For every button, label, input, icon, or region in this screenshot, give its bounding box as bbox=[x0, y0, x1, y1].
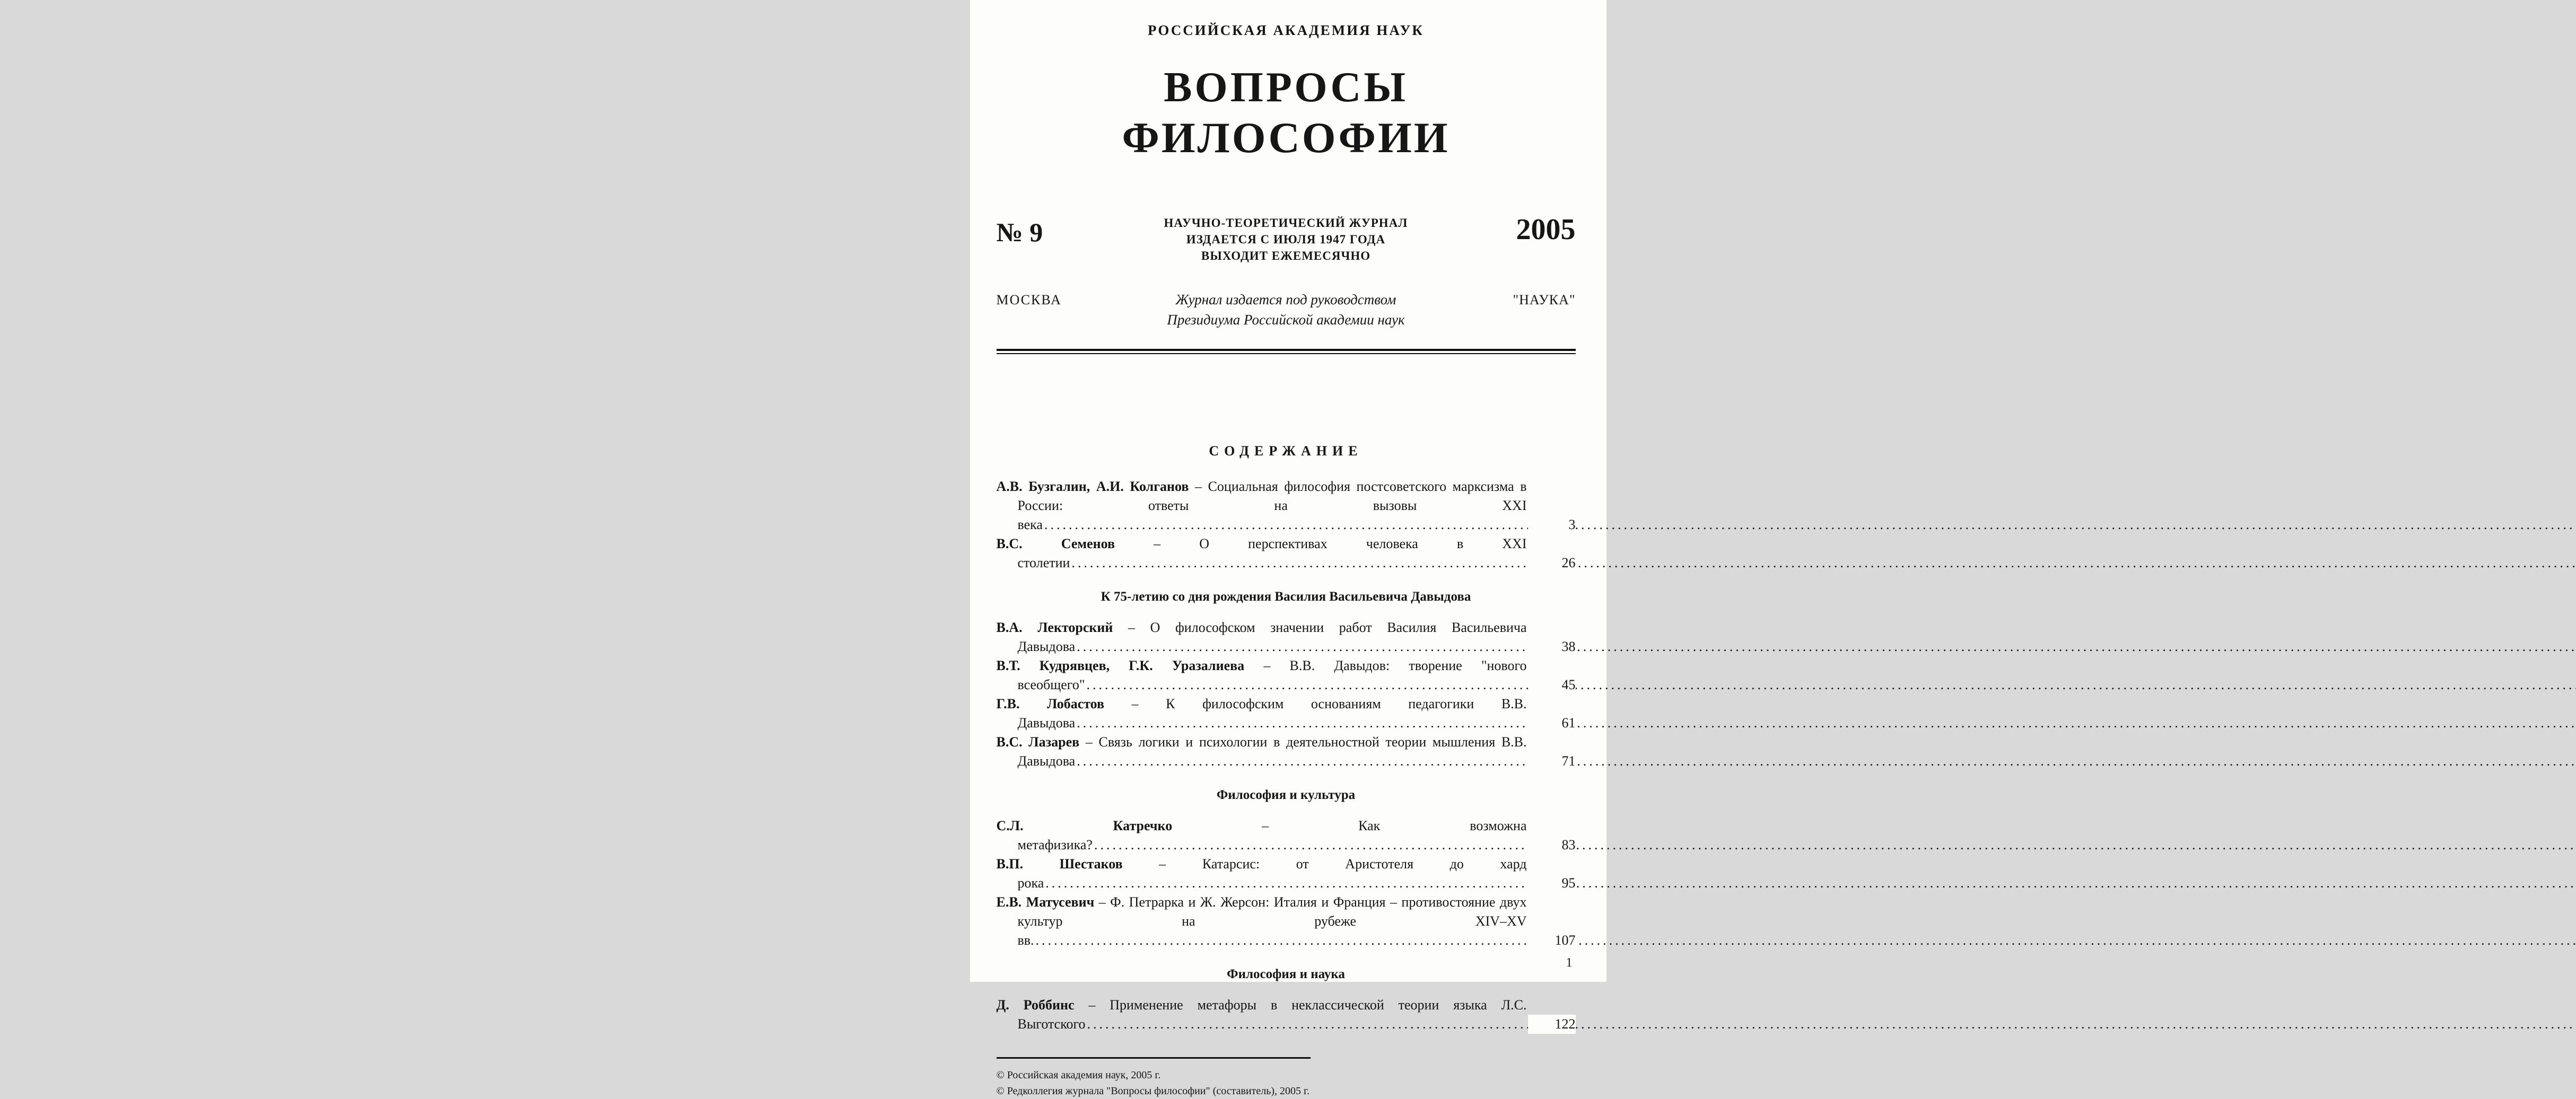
toc-section bbox=[997, 967, 1576, 1034]
toc-leader-dots bbox=[1077, 715, 2576, 731]
toc-entry-page: 26 bbox=[1528, 553, 1576, 573]
toc-entry-authors: Е.В. Матусевич bbox=[996, 894, 1095, 910]
toc-entry-page: 61 bbox=[1528, 714, 1576, 733]
toc-entry-authors: В.А. Лекторский bbox=[996, 620, 1113, 635]
toc-entry bbox=[997, 694, 1576, 733]
toc-section-heading: Философия и наука bbox=[1227, 967, 1345, 981]
copyright-line: © Редколлегия журнала "Вопросы философии" (составитель), 2005 г. bbox=[996, 1085, 1309, 1097]
page-content bbox=[970, 0, 1606, 1099]
toc-leader-dots bbox=[1094, 837, 2576, 852]
toc-entry-page: 95 bbox=[1528, 874, 1576, 893]
toc-entry-page: 45 bbox=[1528, 675, 1576, 694]
toc-leader-dots bbox=[1077, 639, 2576, 654]
toc-entry-title: – О философском значении работ Василия Васильевича Давыдова bbox=[1017, 620, 1527, 654]
divider-rule bbox=[997, 349, 1576, 354]
toc-entry-title: – Социальная философия постсоветского марксизма в России: ответы на вызовы XXI века bbox=[1017, 479, 1527, 532]
publisher-name: "НАУКА" bbox=[1513, 292, 1576, 307]
toc-section bbox=[997, 477, 1576, 573]
toc-entry-title: – Ф. Петрарка и Ж. Жерсон: Италия и Франция – противостояние двух культур на рубеже XIV–XV вв. bbox=[1017, 894, 1527, 948]
toc-entry bbox=[997, 618, 1576, 656]
toc-entry-authors: С.Л. Катречко bbox=[996, 818, 1173, 833]
toc-heading: СОДЕРЖАНИЕ bbox=[1209, 443, 1363, 459]
toc-entry-page: 83 bbox=[1528, 836, 1576, 855]
toc-entry-authors: В.С. Лазарев bbox=[996, 734, 1080, 750]
toc-entry-title: – В.В. Давыдов: творение "нового всеобщего" bbox=[1017, 658, 1527, 692]
academy-name: РОССИЙСКАЯ АКАДЕМИЯ НАУК bbox=[1148, 22, 1424, 38]
toc-leader-dots bbox=[1036, 933, 2576, 948]
publication-year: 2005 bbox=[1516, 213, 1576, 246]
issue-number: № 9 bbox=[996, 217, 1043, 247]
toc-leader-dots bbox=[1071, 555, 2576, 570]
toc-entry-title: – Связь логики и психологии в деятельностной теории мышления В.В. Давыдова bbox=[1017, 734, 1527, 769]
toc-leader-dots bbox=[1087, 1016, 2576, 1032]
toc-entry-authors: Г.В. Лобастов bbox=[996, 696, 1105, 711]
footnote-rule bbox=[997, 1057, 1311, 1059]
journal-subtitle-line: ИЗДАЕТСЯ С ИЮЛЯ 1947 ГОДА bbox=[1186, 233, 1386, 246]
journal-title-line1: ВОПРОСЫ bbox=[1164, 64, 1408, 111]
toc-entry-page: 3 bbox=[1528, 515, 1576, 534]
journal-subtitle-line: ВЫХОДИТ ЕЖЕМЕСЯЧНО bbox=[1201, 249, 1371, 262]
toc-entry-authors: В.П. Шестаков bbox=[996, 856, 1123, 872]
toc-entry bbox=[997, 816, 1576, 855]
toc-entry bbox=[997, 477, 1576, 534]
toc-entry-title: – Применение метафоры в неклассической теории языка Л.С. Выготского bbox=[1017, 997, 1527, 1032]
issue-row bbox=[997, 215, 1576, 264]
toc-leader-dots bbox=[1044, 517, 2576, 532]
toc-entry-page: 122 bbox=[1528, 1015, 1576, 1034]
toc-entry-title: – О перспективах человека в XXI столетии bbox=[1017, 536, 1527, 570]
toc-leader-dots bbox=[1077, 753, 2576, 769]
toc-entry-authors: Д. Роббинс bbox=[996, 997, 1075, 1013]
toc bbox=[997, 477, 1576, 1034]
toc-section-heading: К 75-летию со дня рождения Василия Васильевича Давыдова bbox=[1101, 590, 1471, 604]
toc-entry-authors: В.С. Семенов bbox=[996, 536, 1115, 551]
toc-entry bbox=[997, 996, 1576, 1034]
toc-leader-dots bbox=[1086, 677, 2576, 692]
editorial-note bbox=[1119, 289, 1454, 330]
toc-entry-page: 107 bbox=[1528, 931, 1576, 950]
journal-title-line2: ФИЛОСОФИИ bbox=[1122, 113, 1450, 162]
copyright-line: © Российская академия наук, 2005 г. bbox=[996, 1069, 1161, 1081]
toc-entry bbox=[997, 733, 1576, 771]
toc-entry bbox=[997, 656, 1576, 694]
imprint-row bbox=[997, 289, 1576, 330]
toc-entry bbox=[997, 893, 1576, 950]
journal-subtitle bbox=[1119, 215, 1454, 264]
toc-section-heading: Философия и культура bbox=[1216, 788, 1356, 802]
editorial-note-line: Президиума Российской академии наук bbox=[1167, 312, 1405, 328]
toc-section bbox=[997, 590, 1576, 771]
toc-entry-page: 71 bbox=[1528, 752, 1576, 771]
toc-entry bbox=[997, 534, 1576, 573]
toc-section bbox=[997, 788, 1576, 950]
toc-entry-title: – К философским основаниям педагогики В.В. Давыдова bbox=[1017, 696, 1527, 731]
publication-city: МОСКВА bbox=[996, 292, 1062, 307]
toc-entry-title: – Катарсис: от Аристотеля до хард рока bbox=[1017, 856, 1527, 891]
toc-entry bbox=[997, 855, 1576, 893]
editorial-note-line: Журнал издается под руководством bbox=[1175, 292, 1396, 307]
toc-leader-dots bbox=[1045, 875, 2576, 891]
toc-entry-authors: А.В. Бузгалин, А.И. Колганов bbox=[996, 479, 1189, 494]
toc-entry-page: 38 bbox=[1528, 637, 1576, 656]
page-number: 1 bbox=[1566, 956, 1573, 970]
journal-subtitle-line: НАУЧНО-ТЕОРЕТИЧЕСКИЙ ЖУРНАЛ bbox=[1164, 216, 1408, 230]
toc-entry-title: – Как возможна метафизика? bbox=[1017, 818, 1527, 852]
toc-entry-authors: В.Т. Кудрявцев, Г.К. Уразалиева bbox=[996, 658, 1245, 673]
journal-title-page bbox=[970, 0, 1606, 1097]
